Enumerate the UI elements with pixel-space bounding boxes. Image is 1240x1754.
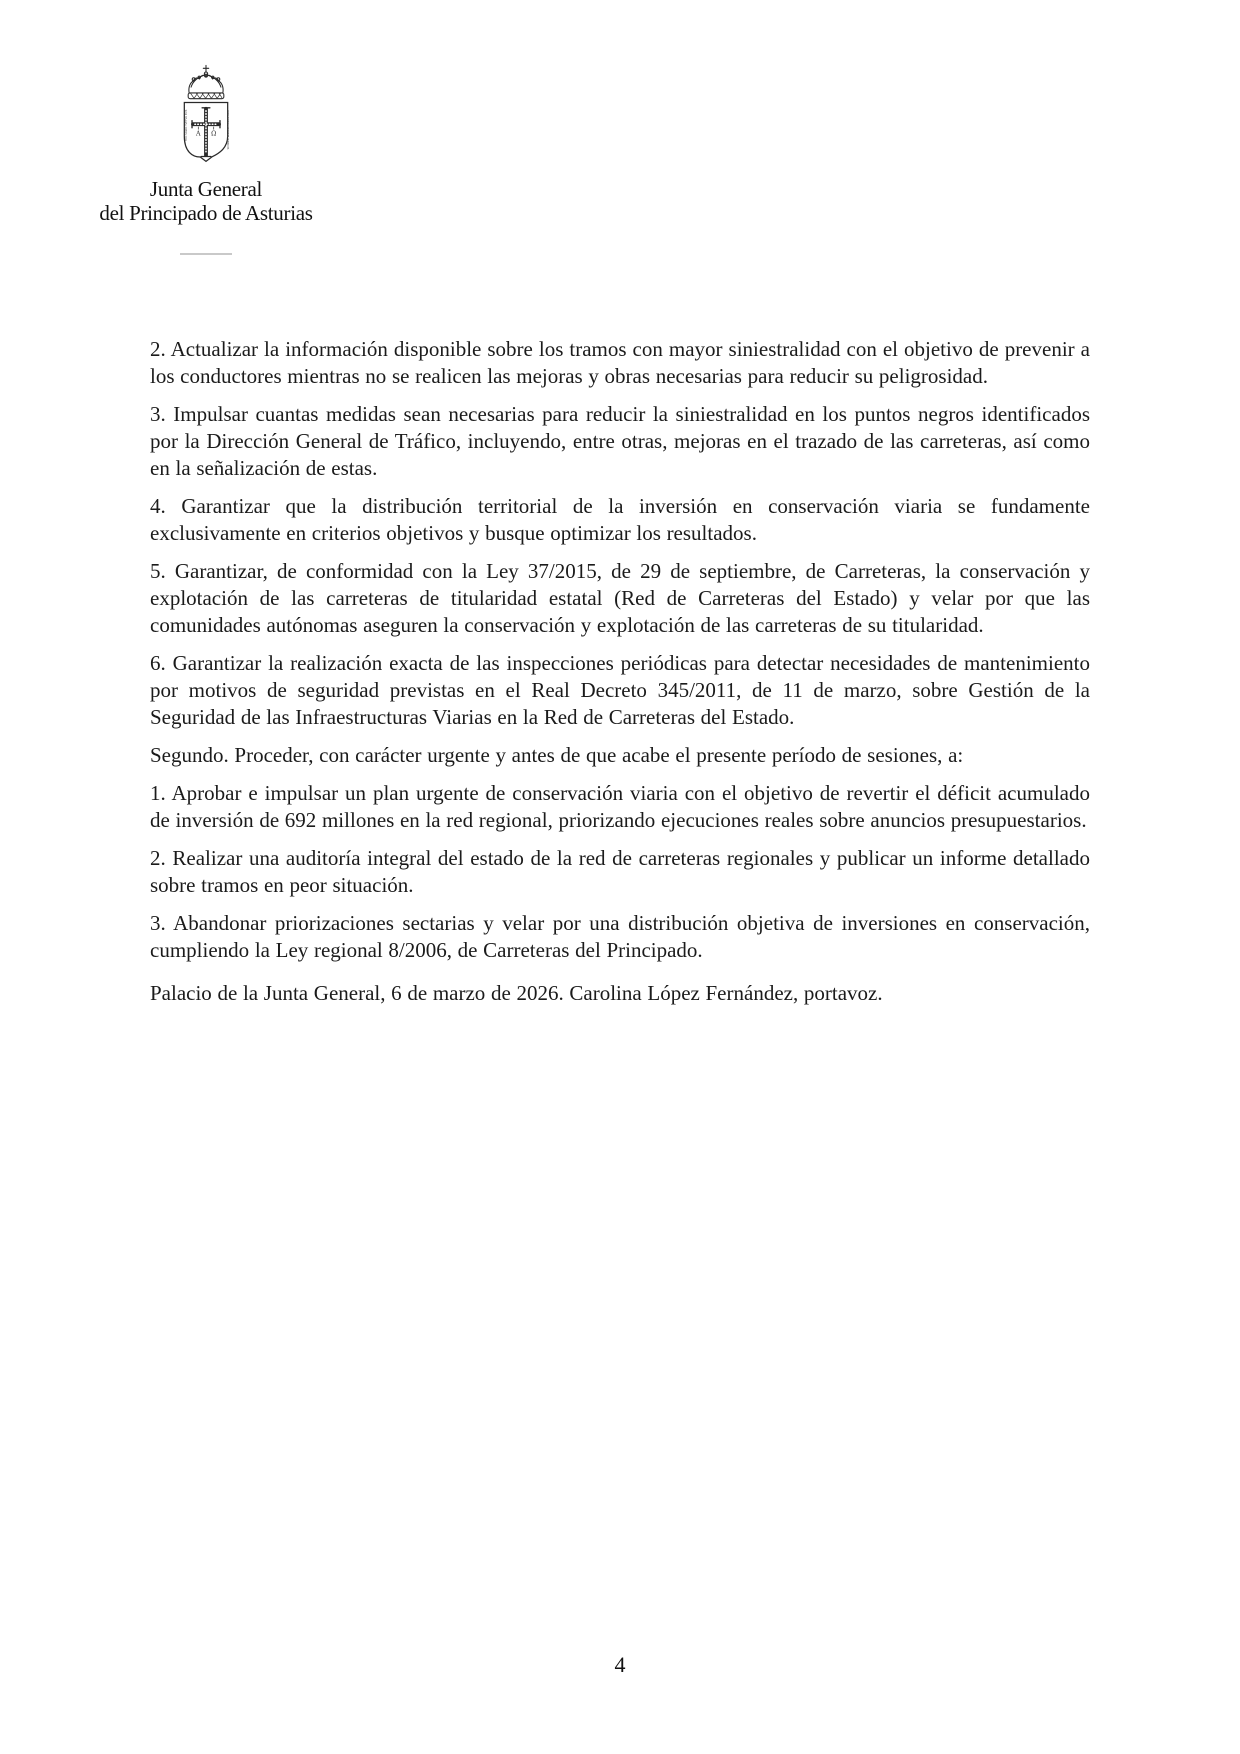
doc-paragraph: 3. Impulsar cuantas medidas sean necesarias para reducir la siniestralidad en los puntos negros identificados por la Dirección General de Tráfico, incluyendo, entre otras, mejoras en el trazado de las carreteras, así como en la señalización de estas.: [150, 402, 1090, 480]
svg-text:Α: Α: [196, 130, 201, 138]
doc-paragraph: 1. Aprobar e impulsar un plan urgente de conservación viaria con el objetivo de revertir el déficit acumulado de inversión de 692 millones en la red regional, priorizando ejecuciones reales sobre anuncios presupuestarios.: [150, 781, 1090, 832]
doc-paragraph: 3. Abandonar priorizaciones sectarias y velar por una distribución objetiva de inversiones en conservación, cumpliendo la Ley regional 8/2006, de Carreteras del Principado.: [150, 911, 1090, 962]
svg-text:HOC SIGNO TVETVR PIVS: HOC SIGNO TVETVR PIVS: [184, 109, 188, 142]
closing-line: Palacio de la Junta General, 6 de marzo de 2026. Carolina López Fernández, portavoz.: [150, 981, 883, 1005]
letterhead-divider: [180, 253, 232, 255]
org-name-line1: Junta General: [149, 177, 263, 201]
page-number: 4: [614, 1652, 626, 1677]
doc-paragraph-segundo: Segundo. Proceder, con carácter urgente y antes de que acabe el presente período de sesiones, a:: [150, 743, 964, 767]
doc-paragraph: 6. Garantizar la realización exacta de las inspecciones periódicas para detectar necesidades de mantenimiento por motivos de seguridad previstas en el Real Decreto 345/2011, de 11 de marzo, sobre Gestión de la Seguridad de las Infraestructuras Viarias en la Red de Carreteras del Estado.: [150, 651, 1090, 729]
document-body: [150, 336, 1090, 1018]
svg-text:HOC SIGNO VINCITVR INIMICVS: HOC SIGNO VINCITVR INIMICVS: [226, 110, 230, 150]
svg-text:Ω: Ω: [211, 130, 217, 138]
doc-paragraph: 5. Garantizar, de conformidad con la Ley 37/2015, de 29 de septiembre, de Carreteras, la conservación y explotación de las carreteras de titularidad estatal (Red de Carreteras del Estado) y velar por que las comunidades autónomas aseguren la conservación y explotación de las carreteras de su titularidad.: [150, 559, 1090, 637]
doc-paragraph: 2. Realizar una auditoría integral del estado de la red de carreteras regionales y publicar un informe detallado sobre tramos en peor situación.: [150, 846, 1090, 897]
letterhead: [60, 64, 352, 255]
org-name-line2: del Principado de Asturias: [99, 201, 313, 225]
doc-paragraph: 2. Actualizar la información disponible sobre los tramos con mayor siniestralidad con el objetivo de prevenir a los conductores mientras no se realicen las mejoras y obras necesarias para reducir su peligrosidad.: [150, 337, 1090, 388]
asturias-crest-icon: [177, 64, 235, 170]
doc-paragraph: 4. Garantizar que la distribución territorial de la inversión en conservación viaria se fundamente exclusivamente en criterios objetivos y busque optimizar los resultados.: [150, 494, 1090, 545]
